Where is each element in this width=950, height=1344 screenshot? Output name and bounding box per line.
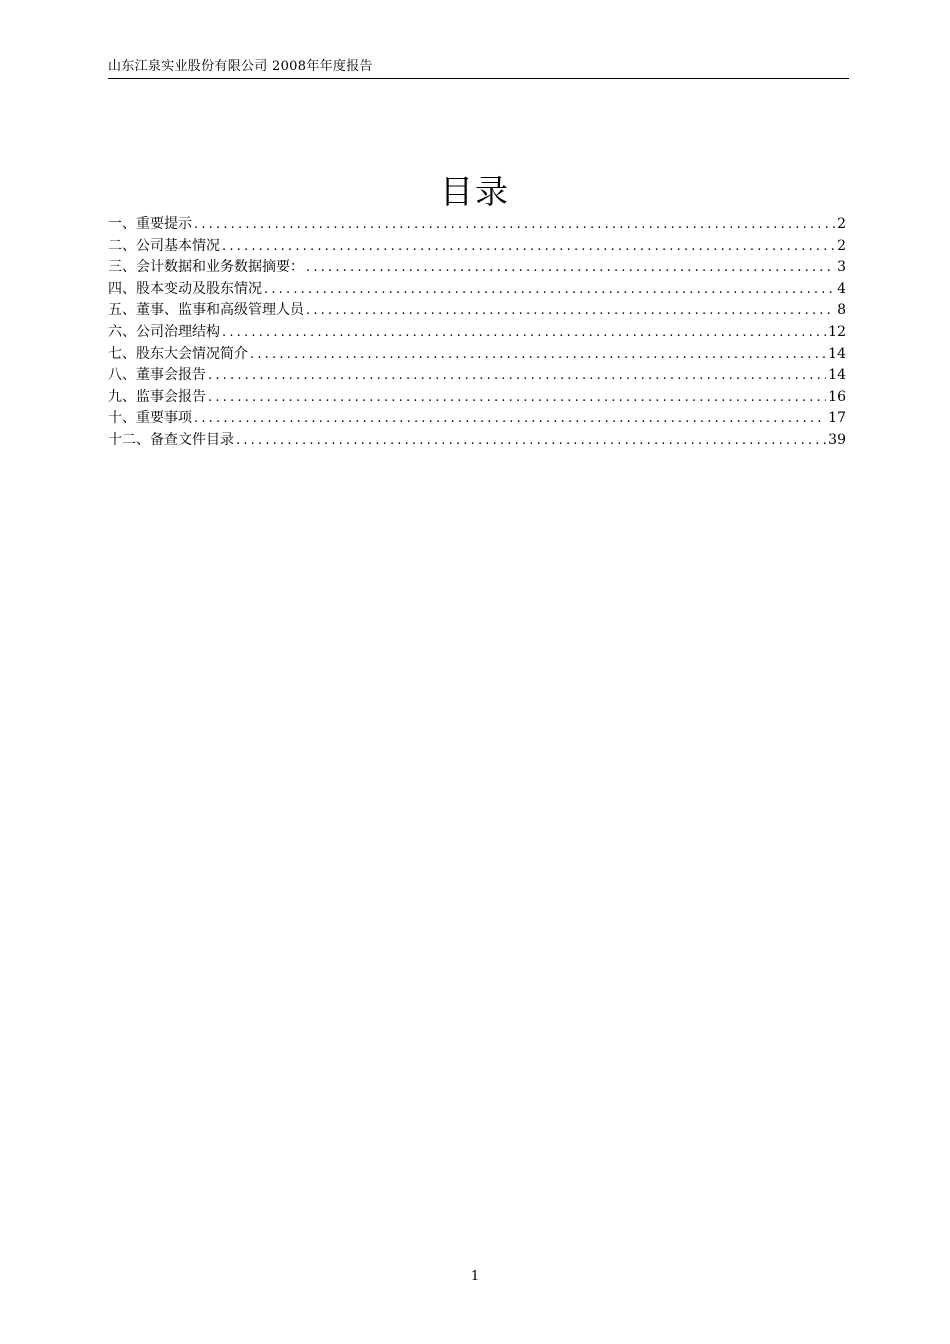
toc-dot-leader bbox=[194, 408, 826, 430]
toc-entry-page: 14 bbox=[828, 367, 846, 384]
page-header bbox=[108, 58, 849, 79]
toc-entry-page: 16 bbox=[828, 388, 846, 405]
table-of-contents bbox=[108, 214, 846, 452]
toc-entry-label: 五、董事、监事和高级管理人员 bbox=[108, 302, 304, 319]
toc-entry-page: 12 bbox=[828, 323, 846, 340]
toc-entry-page: 14 bbox=[828, 345, 846, 362]
toc-entry-significant-events[interactable] bbox=[108, 408, 846, 430]
toc-dot-leader bbox=[250, 344, 826, 366]
toc-entry-label: 四、股本变动及股东情况 bbox=[108, 280, 262, 297]
toc-dot-leader bbox=[194, 214, 835, 236]
toc-dot-leader bbox=[222, 322, 826, 344]
toc-entry-board-report[interactable] bbox=[108, 365, 846, 387]
toc-dot-leader bbox=[306, 257, 835, 279]
toc-entry-page: 2 bbox=[837, 216, 846, 232]
toc-entry-page: 39 bbox=[828, 431, 846, 448]
toc-entry-label: 六、公司治理结构 bbox=[108, 323, 220, 340]
toc-entry-page: 3 bbox=[837, 259, 846, 276]
toc-dot-leader bbox=[236, 430, 826, 452]
toc-entry-share-capital[interactable] bbox=[108, 279, 846, 301]
toc-entry-page: 2 bbox=[837, 237, 846, 254]
toc-entry-label: 十、重要事项 bbox=[108, 410, 192, 427]
toc-entry-reference-documents[interactable] bbox=[108, 430, 846, 452]
toc-entry-supervisory-report[interactable] bbox=[108, 387, 846, 409]
toc-entry-label: 九、监事会报告 bbox=[108, 388, 206, 405]
toc-entry-governance[interactable] bbox=[108, 322, 846, 344]
toc-entry-label: 七、股东大会情况简介 bbox=[108, 345, 248, 362]
toc-entry-label: 一、重要提示 bbox=[108, 216, 192, 232]
toc-entry-page: 17 bbox=[828, 410, 846, 427]
toc-entry-page: 4 bbox=[837, 280, 846, 297]
page-number: 1 bbox=[470, 1269, 480, 1284]
toc-dot-leader bbox=[222, 236, 835, 258]
toc-title: 目录 bbox=[440, 172, 510, 211]
toc-entry-accounting-data[interactable] bbox=[108, 257, 846, 279]
toc-dot-leader bbox=[264, 279, 835, 301]
toc-entry-label: 二、公司基本情况 bbox=[108, 237, 220, 254]
toc-dot-leader bbox=[208, 365, 826, 387]
toc-entry-label: 三、会计数据和业务数据摘要： bbox=[108, 259, 304, 276]
toc-entry-shareholders-meeting[interactable] bbox=[108, 344, 846, 366]
toc-entry-important-notice[interactable] bbox=[108, 214, 846, 236]
toc-entry-directors[interactable] bbox=[108, 300, 846, 322]
toc-entry-company-info[interactable] bbox=[108, 236, 846, 258]
toc-dot-leader bbox=[208, 387, 826, 409]
toc-entry-page: 8 bbox=[837, 302, 846, 319]
toc-dot-leader bbox=[306, 300, 835, 322]
header-text: 山东江泉实业股份有限公司 2008年年度报告 bbox=[108, 59, 373, 74]
toc-entry-label: 八、董事会报告 bbox=[108, 367, 206, 384]
toc-entry-label: 十二、备查文件目录 bbox=[108, 431, 234, 448]
